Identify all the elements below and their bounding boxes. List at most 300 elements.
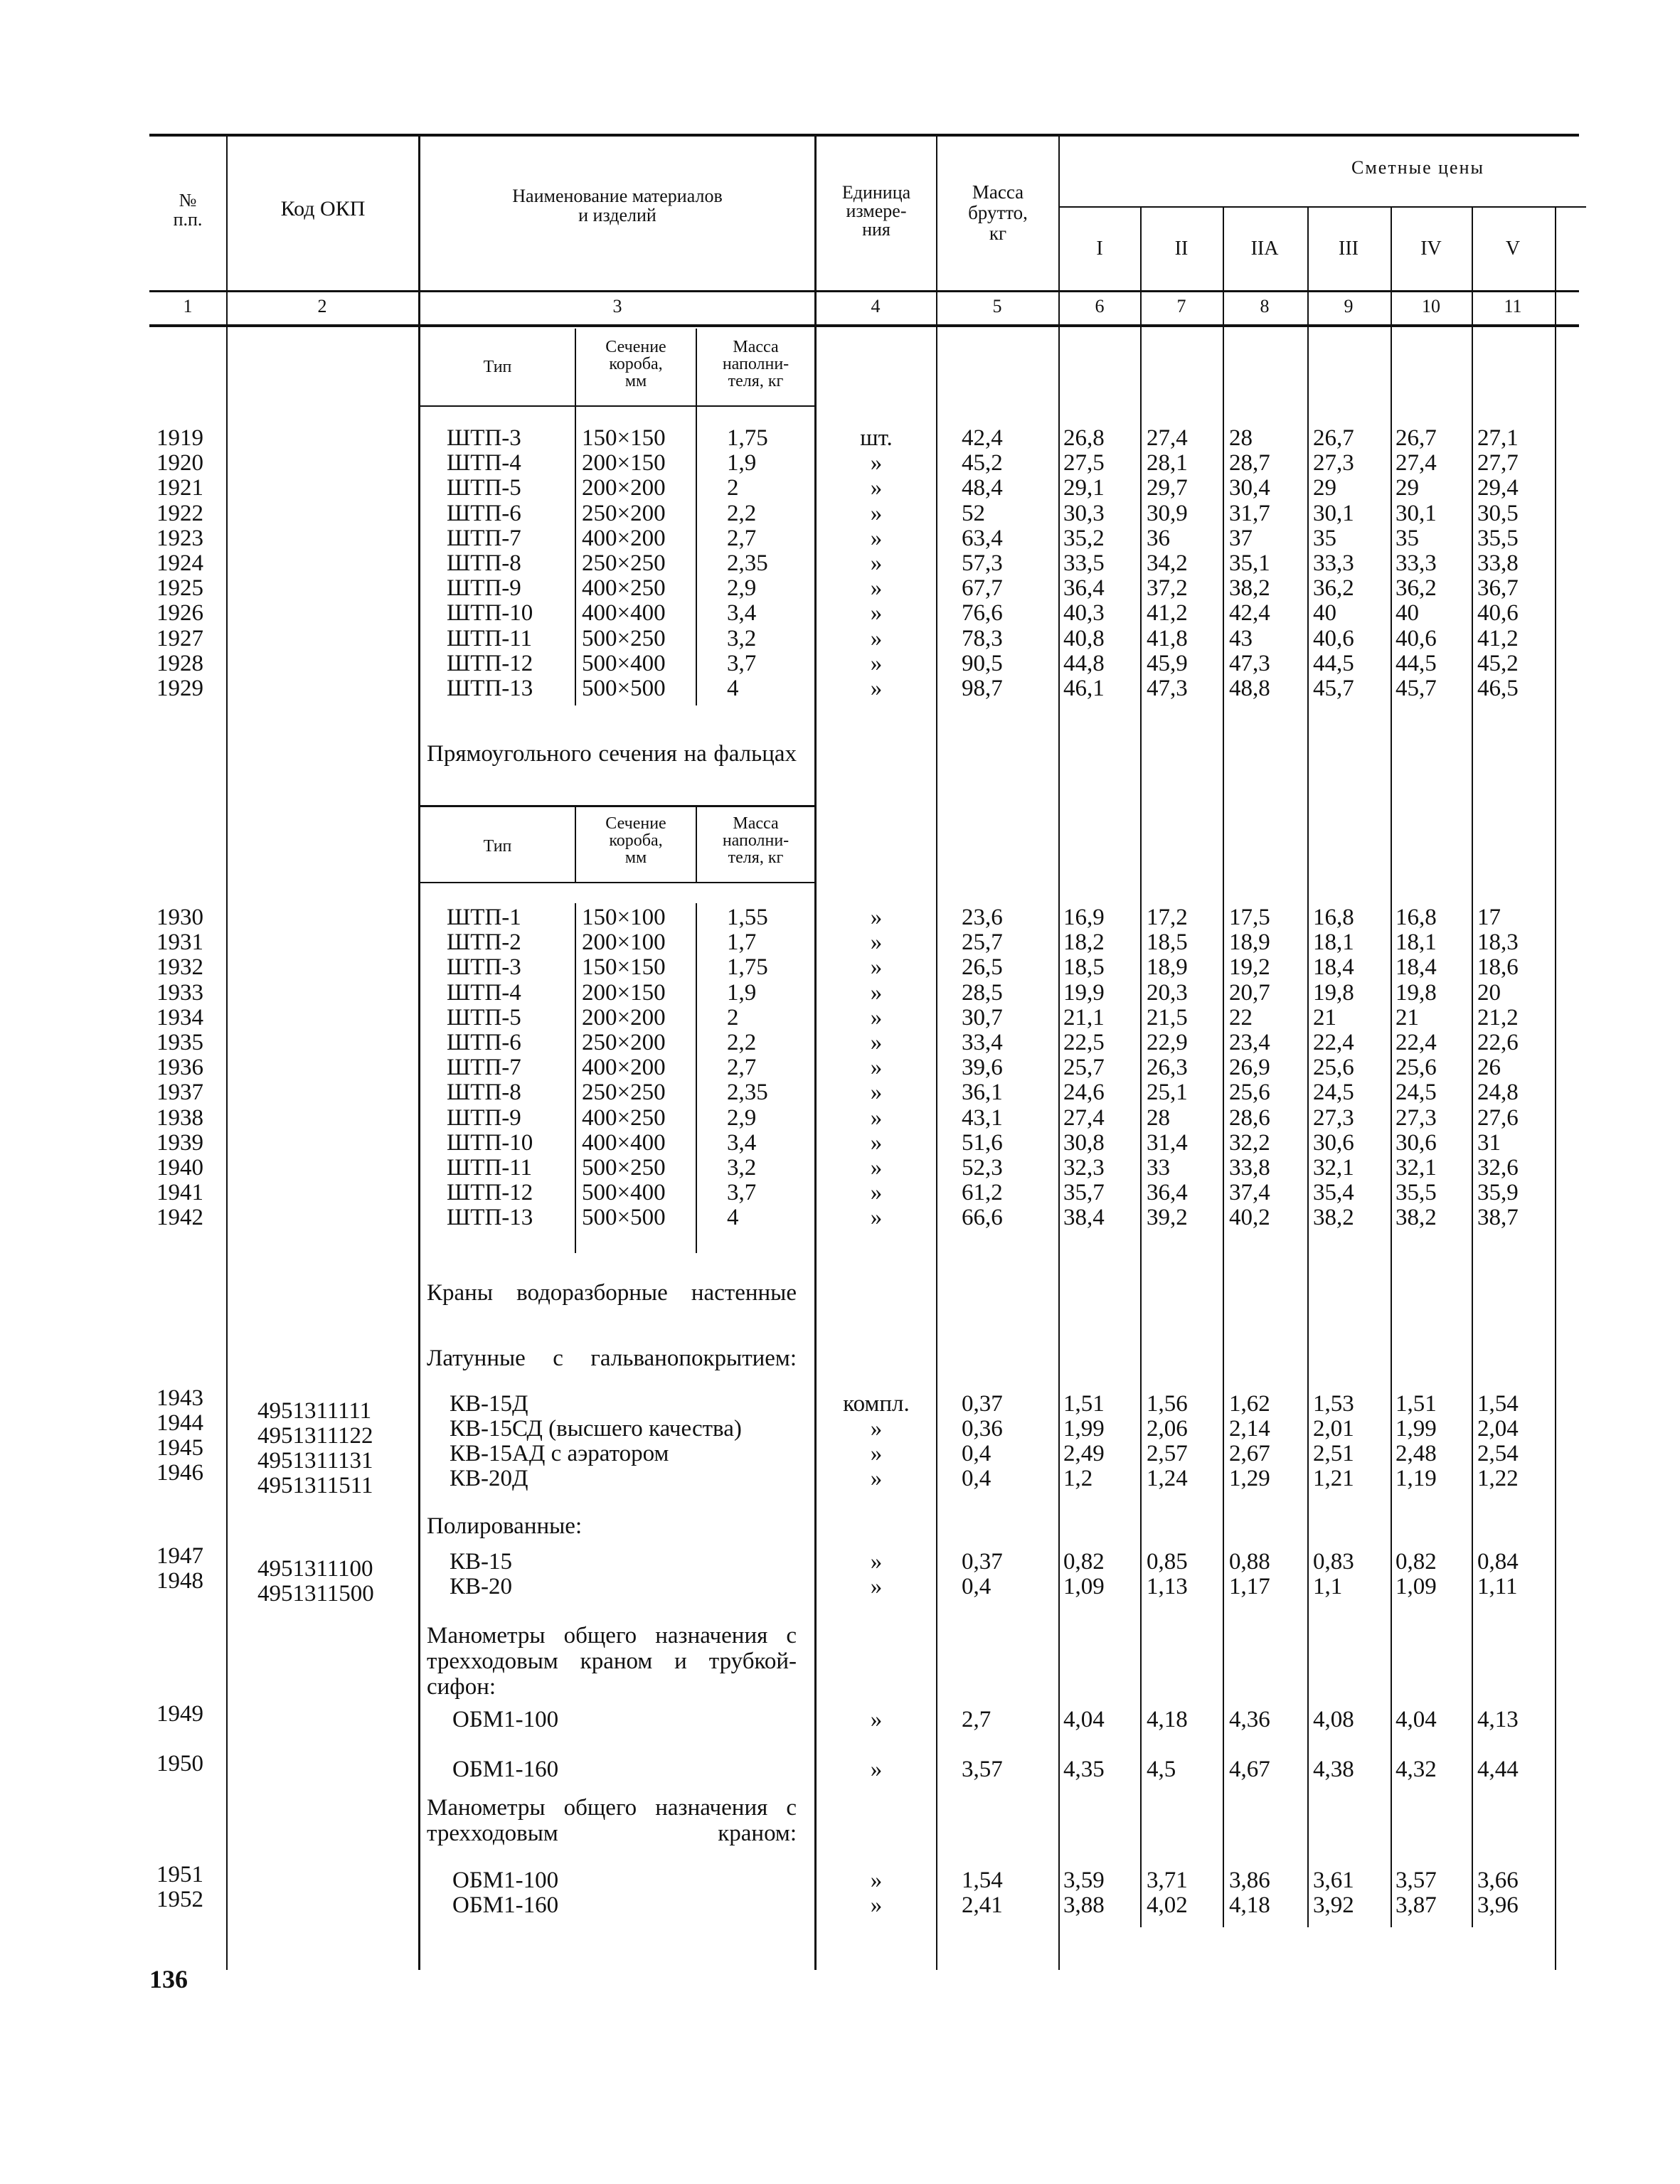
price-value: 30,4 bbox=[1229, 475, 1270, 501]
price-value: 2,51 bbox=[1313, 1441, 1354, 1466]
price-value: 36 bbox=[1147, 525, 1170, 551]
vline-p3 bbox=[1307, 206, 1309, 1927]
item-name: КВ-20Д bbox=[450, 1466, 528, 1491]
row-number: 1946 bbox=[156, 1460, 203, 1486]
price-value: 28,6 bbox=[1229, 1104, 1270, 1131]
gross-mass: 51,6 bbox=[962, 1129, 1003, 1156]
header-bottom-rule bbox=[149, 290, 1579, 292]
price-value: 40,3 bbox=[1063, 600, 1105, 627]
price-value: 36,4 bbox=[1063, 575, 1105, 602]
price-value: 46,5 bbox=[1477, 676, 1519, 701]
price-value: 1,19 bbox=[1395, 1466, 1437, 1491]
price-value: 19,8 bbox=[1313, 979, 1354, 1006]
duct-type: ШТП-4 bbox=[447, 450, 521, 476]
unit: » bbox=[870, 1466, 883, 1491]
price-col-head: II bbox=[1174, 238, 1189, 260]
price-value: 4,02 bbox=[1147, 1892, 1188, 1918]
filler-mass: 3,7 bbox=[727, 1180, 757, 1206]
duct-type: ШТП-8 bbox=[447, 1080, 521, 1106]
price-value: 1,56 bbox=[1147, 1391, 1188, 1417]
price-value: 28,7 bbox=[1229, 450, 1270, 476]
header-unit: Единица измере- ния bbox=[841, 182, 911, 240]
price-value: 1,13 bbox=[1147, 1574, 1188, 1599]
price-value: 27,6 bbox=[1477, 1104, 1519, 1131]
vline-name bbox=[418, 135, 420, 1970]
price-value: 4,08 bbox=[1313, 1707, 1354, 1732]
row-number: 1925 bbox=[156, 575, 203, 602]
price-value: 41,2 bbox=[1477, 625, 1519, 651]
price-value: 1,62 bbox=[1229, 1391, 1270, 1417]
price-value: 0,88 bbox=[1229, 1549, 1270, 1575]
price-col-head: IV bbox=[1420, 238, 1442, 260]
row-number: 1932 bbox=[156, 954, 203, 981]
subtable-1-v4 bbox=[696, 407, 697, 705]
subtable-1-rule bbox=[420, 405, 814, 407]
price-value: 36,2 bbox=[1313, 575, 1354, 602]
price-value: 32,1 bbox=[1395, 1155, 1437, 1181]
price-value: 30,1 bbox=[1395, 500, 1437, 526]
row-number: 1923 bbox=[156, 525, 203, 551]
column-number: 2 bbox=[317, 296, 327, 316]
sub2-filler-head: Масса наполни- теля, кг bbox=[722, 814, 790, 867]
duct-type: ШТП-6 bbox=[447, 1030, 521, 1055]
row-number: 1921 bbox=[156, 475, 203, 501]
vline-p4 bbox=[1391, 206, 1392, 1927]
unit: » bbox=[870, 1030, 883, 1055]
row-number: 1941 bbox=[156, 1180, 203, 1206]
duct-section: 250×250 bbox=[582, 550, 666, 576]
price-value: 35,2 bbox=[1063, 525, 1105, 551]
unit: » bbox=[870, 1055, 883, 1081]
price-value: 18,5 bbox=[1147, 929, 1188, 956]
header-name: Наименование материалов и изделий bbox=[512, 186, 723, 225]
filler-mass: 3,4 bbox=[727, 1129, 757, 1156]
price-value: 35,7 bbox=[1063, 1180, 1105, 1206]
column-number: 6 bbox=[1095, 296, 1105, 316]
filler-mass: 3,2 bbox=[727, 1155, 757, 1181]
price-value: 22,4 bbox=[1313, 1030, 1354, 1055]
subtable-2-v4 bbox=[696, 903, 697, 1253]
gross-mass: 43,1 bbox=[962, 1104, 1003, 1131]
price-value: 40,8 bbox=[1063, 625, 1105, 651]
price-value: 41,8 bbox=[1147, 625, 1188, 651]
price-value: 24,6 bbox=[1063, 1080, 1105, 1106]
duct-section: 400×200 bbox=[582, 1055, 666, 1081]
row-number: 1928 bbox=[156, 650, 203, 676]
unit: » bbox=[870, 500, 883, 526]
price-value: 33,8 bbox=[1229, 1155, 1270, 1181]
filler-mass: 2 bbox=[727, 1004, 739, 1030]
row-number: 1920 bbox=[156, 450, 203, 476]
unit: » bbox=[870, 1080, 883, 1106]
price-value: 22,9 bbox=[1147, 1030, 1188, 1055]
price-value: 3,66 bbox=[1477, 1868, 1519, 1893]
price-value: 2,67 bbox=[1229, 1441, 1270, 1466]
price-value: 26,3 bbox=[1147, 1055, 1188, 1081]
price-value: 45,7 bbox=[1395, 676, 1437, 701]
duct-section: 150×100 bbox=[582, 905, 666, 930]
price-value: 37 bbox=[1229, 525, 1253, 551]
price-value: 38,7 bbox=[1477, 1205, 1519, 1231]
sub1-type-head: Тип bbox=[483, 358, 512, 376]
price-value: 1,09 bbox=[1395, 1574, 1437, 1599]
filler-mass: 3,7 bbox=[727, 650, 757, 676]
price-value: 19,9 bbox=[1063, 979, 1105, 1006]
price-value: 18,3 bbox=[1477, 929, 1519, 956]
section-manometers-1-title: Манометры общего назначения с трехходовым краном и трубкой-сифон: bbox=[427, 1623, 797, 1700]
price-value: 3,61 bbox=[1313, 1868, 1354, 1893]
top-rule bbox=[149, 134, 1579, 137]
duct-type: ШТП-9 bbox=[447, 1104, 521, 1131]
gross-mass: 36,1 bbox=[962, 1080, 1003, 1106]
duct-section: 250×200 bbox=[582, 500, 666, 526]
gross-mass: 52,3 bbox=[962, 1155, 1003, 1181]
duct-section: 200×100 bbox=[582, 929, 666, 956]
row-number: 1951 bbox=[156, 1862, 203, 1887]
column-number: 4 bbox=[871, 296, 881, 316]
gross-mass: 30,7 bbox=[962, 1004, 1003, 1030]
price-value: 26,9 bbox=[1229, 1055, 1270, 1081]
unit: » bbox=[870, 550, 883, 576]
price-value: 26,7 bbox=[1395, 425, 1437, 451]
duct-section: 250×250 bbox=[582, 1080, 666, 1106]
price-value: 39,2 bbox=[1147, 1205, 1188, 1231]
price-value: 45,9 bbox=[1147, 650, 1188, 676]
price-value: 1,22 bbox=[1477, 1466, 1519, 1491]
unit: » bbox=[870, 676, 883, 701]
price-value: 43 bbox=[1229, 625, 1253, 651]
row-number: 1938 bbox=[156, 1104, 203, 1131]
price-value: 1,11 bbox=[1477, 1574, 1518, 1599]
price-value: 33,3 bbox=[1395, 550, 1437, 576]
price-value: 18,9 bbox=[1229, 929, 1270, 956]
duct-type: ШТП-13 bbox=[447, 676, 533, 701]
item-name: ОБМ1-160 bbox=[452, 1757, 559, 1782]
price-value: 20,3 bbox=[1147, 979, 1188, 1006]
column-number: 11 bbox=[1504, 296, 1522, 316]
price-value: 36,7 bbox=[1477, 575, 1519, 602]
duct-section: 200×200 bbox=[582, 1004, 666, 1030]
duct-type: ШТП-5 bbox=[447, 475, 521, 501]
price-value: 23,4 bbox=[1229, 1030, 1270, 1055]
price-value: 24,8 bbox=[1477, 1080, 1519, 1106]
unit: » bbox=[870, 450, 883, 476]
price-value: 3,87 bbox=[1395, 1892, 1437, 1918]
unit: » bbox=[870, 1104, 883, 1131]
unit: » bbox=[870, 1416, 883, 1442]
price-value: 0,82 bbox=[1063, 1549, 1105, 1575]
price-value: 0,82 bbox=[1395, 1549, 1437, 1575]
price-value: 0,85 bbox=[1147, 1549, 1188, 1575]
price-value: 25,6 bbox=[1229, 1080, 1270, 1106]
price-value: 26,7 bbox=[1313, 425, 1354, 451]
price-value: 18,4 bbox=[1313, 954, 1354, 981]
sub2-type-head: Тип bbox=[483, 837, 512, 856]
duct-type: ШТП-3 bbox=[447, 954, 521, 981]
gross-mass: 48,4 bbox=[962, 475, 1003, 501]
unit: » bbox=[870, 600, 883, 627]
duct-section: 500×400 bbox=[582, 650, 666, 676]
filler-mass: 2,35 bbox=[727, 1080, 768, 1106]
price-value: 3,57 bbox=[1395, 1868, 1437, 1893]
filler-mass: 2,35 bbox=[727, 550, 768, 576]
unit: » bbox=[870, 1892, 883, 1918]
gross-mass: 61,2 bbox=[962, 1180, 1003, 1206]
gross-mass: 0,4 bbox=[962, 1441, 991, 1466]
price-value: 38,2 bbox=[1229, 575, 1270, 602]
unit: » bbox=[870, 1574, 883, 1599]
price-value: 27,1 bbox=[1477, 425, 1519, 451]
price-value: 4,13 bbox=[1477, 1707, 1519, 1732]
unit: » bbox=[870, 905, 883, 930]
filler-mass: 2,2 bbox=[727, 1030, 757, 1055]
gross-mass: 98,7 bbox=[962, 676, 1003, 701]
gross-mass: 76,6 bbox=[962, 600, 1003, 627]
filler-mass: 2 bbox=[727, 475, 739, 501]
price-value: 18,5 bbox=[1063, 954, 1105, 981]
duct-type: ШТП-10 bbox=[447, 1129, 533, 1156]
okp-code: 4951311131 bbox=[257, 1448, 373, 1474]
subtable-2-rule bbox=[420, 882, 814, 883]
price-value: 26,8 bbox=[1063, 425, 1105, 451]
price-value: 1,54 bbox=[1477, 1391, 1519, 1417]
row-number: 1930 bbox=[156, 905, 203, 930]
row-number: 1934 bbox=[156, 1004, 203, 1030]
header-code: Код ОКП bbox=[280, 197, 366, 220]
row-number: 1950 bbox=[156, 1751, 203, 1777]
gross-mass: 90,5 bbox=[962, 650, 1003, 676]
unit: » bbox=[870, 1868, 883, 1893]
duct-type: ШТП-13 bbox=[447, 1205, 533, 1231]
price-value: 19,2 bbox=[1229, 954, 1270, 981]
price-value: 31,4 bbox=[1147, 1129, 1188, 1156]
gross-mass: 3,57 bbox=[962, 1757, 1003, 1782]
price-value: 35 bbox=[1313, 525, 1336, 551]
price-value: 30,1 bbox=[1313, 500, 1354, 526]
unit: шт. bbox=[860, 425, 893, 451]
row-number: 1935 bbox=[156, 1030, 203, 1055]
duct-type: ШТП-9 bbox=[447, 575, 521, 602]
row-number: 1940 bbox=[156, 1155, 203, 1181]
price-value: 16,9 bbox=[1063, 905, 1105, 930]
duct-section: 150×150 bbox=[582, 425, 666, 451]
filler-mass: 2,9 bbox=[727, 1104, 757, 1131]
row-number: 1927 bbox=[156, 625, 203, 651]
duct-type: ШТП-12 bbox=[447, 650, 533, 676]
row-number: 1942 bbox=[156, 1205, 203, 1231]
duct-section: 400×200 bbox=[582, 525, 666, 551]
duct-section: 400×400 bbox=[582, 1129, 666, 1156]
duct-type: ШТП-11 bbox=[447, 625, 533, 651]
price-value: 40 bbox=[1395, 600, 1419, 627]
gross-mass: 0,37 bbox=[962, 1549, 1003, 1575]
row-number: 1949 bbox=[156, 1701, 203, 1727]
price-value: 1,51 bbox=[1395, 1391, 1437, 1417]
column-number: 1 bbox=[183, 296, 193, 316]
row-number: 1931 bbox=[156, 929, 203, 956]
price-value: 25,7 bbox=[1063, 1055, 1105, 1081]
price-value: 0,83 bbox=[1313, 1549, 1354, 1575]
price-value: 2,14 bbox=[1229, 1416, 1270, 1442]
price-value: 4,36 bbox=[1229, 1707, 1270, 1732]
filler-mass: 1,9 bbox=[727, 450, 757, 476]
price-value: 4,32 bbox=[1395, 1757, 1437, 1782]
price-value: 30,8 bbox=[1063, 1129, 1105, 1156]
item-name: КВ-15Д bbox=[450, 1391, 528, 1417]
price-value: 34,2 bbox=[1147, 550, 1188, 576]
price-col-head: III bbox=[1339, 238, 1359, 260]
unit: » bbox=[870, 1180, 883, 1206]
duct-type: ШТП-1 bbox=[447, 905, 521, 930]
row-number: 1936 bbox=[156, 1055, 203, 1081]
price-value: 32,6 bbox=[1477, 1155, 1519, 1181]
section-polished-title: Полированные: bbox=[427, 1513, 583, 1539]
price-value: 47,3 bbox=[1147, 676, 1188, 701]
item-name: КВ-15СД (высшего качества) bbox=[450, 1416, 742, 1442]
row-number: 1944 bbox=[156, 1410, 203, 1436]
header-mass: Масса брутто, кг bbox=[968, 181, 1028, 244]
price-value: 33,3 bbox=[1313, 550, 1354, 576]
price-value: 18,1 bbox=[1395, 929, 1437, 956]
price-value: 25,6 bbox=[1395, 1055, 1437, 1081]
subtable-2-v3 bbox=[575, 903, 576, 1253]
price-col-head: V bbox=[1505, 238, 1521, 260]
price-value: 36,2 bbox=[1395, 575, 1437, 602]
price-value: 16,8 bbox=[1395, 905, 1437, 930]
price-value: 3,86 bbox=[1229, 1868, 1270, 1893]
gross-mass: 57,3 bbox=[962, 550, 1003, 576]
filler-mass: 2,7 bbox=[727, 525, 757, 551]
price-value: 3,88 bbox=[1063, 1892, 1105, 1918]
row-number: 1939 bbox=[156, 1129, 203, 1156]
price-value: 4,18 bbox=[1229, 1892, 1270, 1918]
unit: » bbox=[870, 1205, 883, 1231]
price-col-head: I bbox=[1096, 238, 1103, 260]
price-value: 20,7 bbox=[1229, 979, 1270, 1006]
item-name: ОБМ1-160 bbox=[452, 1892, 559, 1918]
price-value: 2,49 bbox=[1063, 1441, 1105, 1466]
duct-section: 500×500 bbox=[582, 676, 666, 701]
unit: » bbox=[870, 1549, 883, 1575]
unit: » bbox=[870, 1004, 883, 1030]
header-prices: Сметные цены bbox=[1351, 157, 1484, 178]
price-value: 27,4 bbox=[1395, 450, 1437, 476]
price-value: 22,4 bbox=[1395, 1030, 1437, 1055]
gross-mass: 45,2 bbox=[962, 450, 1003, 476]
price-value: 1,99 bbox=[1063, 1416, 1105, 1442]
price-value: 47,3 bbox=[1229, 650, 1270, 676]
gross-mass: 66,6 bbox=[962, 1205, 1003, 1231]
price-value: 3,96 bbox=[1477, 1892, 1519, 1918]
price-value: 21 bbox=[1395, 1004, 1419, 1030]
price-value: 21 bbox=[1313, 1004, 1336, 1030]
gross-mass: 1,54 bbox=[962, 1868, 1003, 1893]
price-value: 44,8 bbox=[1063, 650, 1105, 676]
okp-code: 4951311122 bbox=[257, 1423, 373, 1449]
price-value: 35,5 bbox=[1477, 525, 1519, 551]
price-value: 40,2 bbox=[1229, 1205, 1270, 1231]
unit: » bbox=[870, 1757, 883, 1782]
price-value: 17,5 bbox=[1229, 905, 1270, 930]
price-value: 36,4 bbox=[1147, 1180, 1188, 1206]
price-value: 45,7 bbox=[1313, 676, 1354, 701]
gross-mass: 23,6 bbox=[962, 905, 1003, 930]
price-value: 44,5 bbox=[1395, 650, 1437, 676]
price-value: 18,2 bbox=[1063, 929, 1105, 956]
duct-section: 200×200 bbox=[582, 475, 666, 501]
price-value: 33,8 bbox=[1477, 550, 1519, 576]
gross-mass: 26,5 bbox=[962, 954, 1003, 981]
filler-mass: 1,9 bbox=[727, 979, 757, 1006]
gross-mass: 78,3 bbox=[962, 625, 1003, 651]
price-value: 29,7 bbox=[1147, 475, 1188, 501]
price-value: 1,09 bbox=[1063, 1574, 1105, 1599]
gross-mass: 42,4 bbox=[962, 425, 1003, 451]
gross-mass: 33,4 bbox=[962, 1030, 1003, 1055]
price-value: 1,1 bbox=[1313, 1574, 1343, 1599]
price-value: 30,6 bbox=[1313, 1129, 1354, 1156]
price-value: 1,29 bbox=[1229, 1466, 1270, 1491]
unit: » bbox=[870, 1129, 883, 1156]
price-value: 21,5 bbox=[1147, 1004, 1188, 1030]
unit: » bbox=[870, 525, 883, 551]
unit: » bbox=[870, 575, 883, 602]
filler-mass: 1,7 bbox=[727, 929, 757, 956]
price-value: 32,1 bbox=[1313, 1155, 1354, 1181]
price-value: 38,2 bbox=[1313, 1205, 1354, 1231]
price-value: 40,6 bbox=[1313, 625, 1354, 651]
vline-p1 bbox=[1140, 206, 1142, 1927]
duct-section: 150×150 bbox=[582, 954, 666, 981]
price-value: 31,7 bbox=[1229, 500, 1270, 526]
price-value: 25,6 bbox=[1313, 1055, 1354, 1081]
sub1-filler-head: Масса наполни- теля, кг bbox=[722, 338, 790, 390]
okp-code: 4951311111 bbox=[257, 1398, 372, 1424]
price-value: 35 bbox=[1395, 525, 1419, 551]
column-number: 10 bbox=[1422, 296, 1440, 316]
price-value: 3,92 bbox=[1313, 1892, 1354, 1918]
duct-section: 200×150 bbox=[582, 979, 666, 1006]
price-value: 27,3 bbox=[1313, 450, 1354, 476]
filler-mass: 1,75 bbox=[727, 425, 768, 451]
row-number: 1919 bbox=[156, 425, 203, 451]
section-cranes-title: Краны водоразборные настенные bbox=[427, 1280, 797, 1306]
section-brass-title: Латунные с гальванопокрытием: bbox=[427, 1346, 797, 1371]
price-value: 1,51 bbox=[1063, 1391, 1105, 1417]
row-number: 1945 bbox=[156, 1435, 203, 1461]
price-value: 24,5 bbox=[1313, 1080, 1354, 1106]
price-value: 30,9 bbox=[1147, 500, 1188, 526]
unit: » bbox=[870, 929, 883, 956]
sub2-section-head: Сечение короба, мм bbox=[605, 814, 666, 867]
price-value: 27,7 bbox=[1477, 450, 1519, 476]
price-value: 46,1 bbox=[1063, 676, 1105, 701]
price-value: 19,8 bbox=[1395, 979, 1437, 1006]
price-value: 29,4 bbox=[1477, 475, 1519, 501]
gross-mass: 0,4 bbox=[962, 1574, 991, 1599]
item-name: ОБМ1-100 bbox=[452, 1868, 559, 1893]
filler-mass: 2,7 bbox=[727, 1055, 757, 1081]
price-value: 24,5 bbox=[1395, 1080, 1437, 1106]
price-value: 44,5 bbox=[1313, 650, 1354, 676]
filler-mass: 1,75 bbox=[727, 954, 768, 981]
filler-mass: 3,2 bbox=[727, 625, 757, 651]
price-value: 1,21 bbox=[1313, 1466, 1354, 1491]
price-value: 3,71 bbox=[1147, 1868, 1188, 1893]
row-number: 1922 bbox=[156, 500, 203, 526]
vline-mass bbox=[936, 135, 937, 1970]
duct-section: 400×250 bbox=[582, 575, 666, 602]
